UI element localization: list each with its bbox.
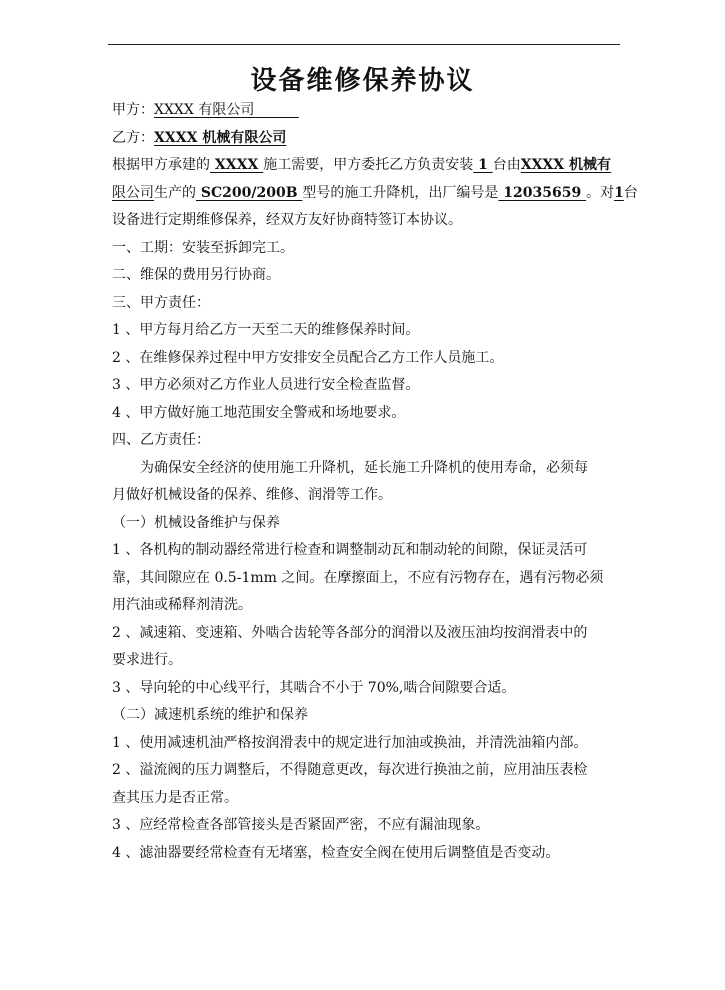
intro-text: 台由 <box>492 157 521 173</box>
party-a-duty-item: 3 、甲方必须对乙方作业人员进行安全检查监督。 <box>112 377 420 393</box>
intro-text: 生产的 <box>154 184 196 201</box>
paragraph-line: 查其压力是否正常。 <box>112 789 238 806</box>
intro-text: 型号的施工升降机，出厂编号是 <box>302 184 499 201</box>
paragraph-line: 2 、溢流阀的压力调整后，不得随意更改，每次进行换油之前，应用油压表检 <box>112 762 588 778</box>
maintenance-quantity: 1 <box>614 184 624 201</box>
party-b-name: XXXX 机械有限公司 <box>154 129 287 146</box>
party-a-blank <box>254 102 299 118</box>
party-b-duty-paragraph <box>112 455 616 510</box>
manufacturer-name-cont: 限公司 <box>112 184 154 201</box>
subsection-2-item-3: 3 、应经常检查各部管接头是否紧固严密，不应有漏油现象。 <box>112 817 490 833</box>
document-body <box>112 97 638 867</box>
clause-4-heading: 四、乙方责任： <box>112 432 210 448</box>
intro-text: 。对 <box>586 184 615 201</box>
manufacturer-name: XXXX 机械有 <box>520 157 612 173</box>
intro-paragraph <box>112 152 638 235</box>
intro-text: 施工需要，甲方委托乙方负责安装 <box>263 157 474 173</box>
model-number: SC200/200B <box>196 184 303 201</box>
intro-text: 台 <box>623 184 638 201</box>
intro-line-1 <box>112 152 616 180</box>
subsection-1-item-2 <box>112 620 616 675</box>
subsection-2-item-4: 4 、滤油器要经常检查有无堵塞，检查安全阀在使用后调整值是否变动。 <box>112 844 560 861</box>
party-a-duty-item: 4 、甲方做好施工地范围安全警戒和场地要求。 <box>112 404 406 421</box>
party-a-line <box>112 97 616 125</box>
clause-3-heading: 三、甲方责任： <box>112 294 210 311</box>
subsection-1-item-3: 3 、导向轮的中心线平行，其啮合不小于 70%,啮合间隙要合适。 <box>112 679 516 696</box>
paragraph-line: 用汽油或稀释剂清洗。 <box>112 597 252 613</box>
subsection-1-heading: （一）机械设备维护与保养 <box>112 514 280 531</box>
intro-text: 根据甲方承建的 <box>112 157 210 173</box>
paragraph-line: 1 、各机构的制动器经常进行检查和调整制动瓦和制动轮的间隙，保证灵活可 <box>112 542 588 558</box>
project-name: XXXX <box>210 157 264 173</box>
party-b-label: 乙方： <box>112 129 154 146</box>
document-title: 设备维修保养协议 <box>250 66 475 96</box>
party-a-duty-item: 2 、在维修保养过程中甲方安排安全员配合乙方工作人员施工。 <box>112 349 504 366</box>
party-a-duty-item: 1 、甲方每月给乙方一天至二天的维修保养时间。 <box>112 322 420 338</box>
serial-number: 12035659 <box>498 184 587 201</box>
party-a-label: 甲方： <box>112 102 154 118</box>
paragraph-line: 月做好机械设备的保养、维修、润滑等工作。 <box>112 487 392 503</box>
subsection-1-item-1 <box>112 537 616 620</box>
paragraph-line: 2 、减速箱、变速箱、外啮合齿轮等各部分的润滑以及液压油均按润滑表中的 <box>112 624 588 641</box>
subsection-2-heading: （二）减速机系统的维护和保养 <box>112 707 308 723</box>
party-b-line <box>112 125 616 153</box>
paragraph-line: 靠，其间隙应在 0.5-1mm 之间。在摩擦面上，不应有污物存在，遇有污物必须 <box>112 569 604 586</box>
subsection-2-item-2 <box>112 757 616 812</box>
intro-line-2 <box>112 180 638 208</box>
party-a-name-field <box>154 97 299 125</box>
paragraph-line: 要求进行。 <box>112 652 182 668</box>
party-a-name: XXXX 有限公司 <box>154 102 255 118</box>
install-quantity: 1 <box>473 157 493 173</box>
clause-1: 一、工期：安装至拆卸完工。 <box>112 239 294 256</box>
clause-2: 二、维保的费用另行协商。 <box>112 267 280 283</box>
header-rule <box>108 44 620 45</box>
subsection-2-item-1: 1 、使用减速机油严格按润滑表中的规定进行加油或换油，并清洗油箱内部。 <box>112 734 588 751</box>
paragraph-line: 为确保安全经济的使用施工升降机，延长施工升降机的使用寿命，必须每 <box>140 459 588 476</box>
intro-line-3: 设备进行定期维修保养，经双方友好协商特签订本协议。 <box>112 212 462 228</box>
